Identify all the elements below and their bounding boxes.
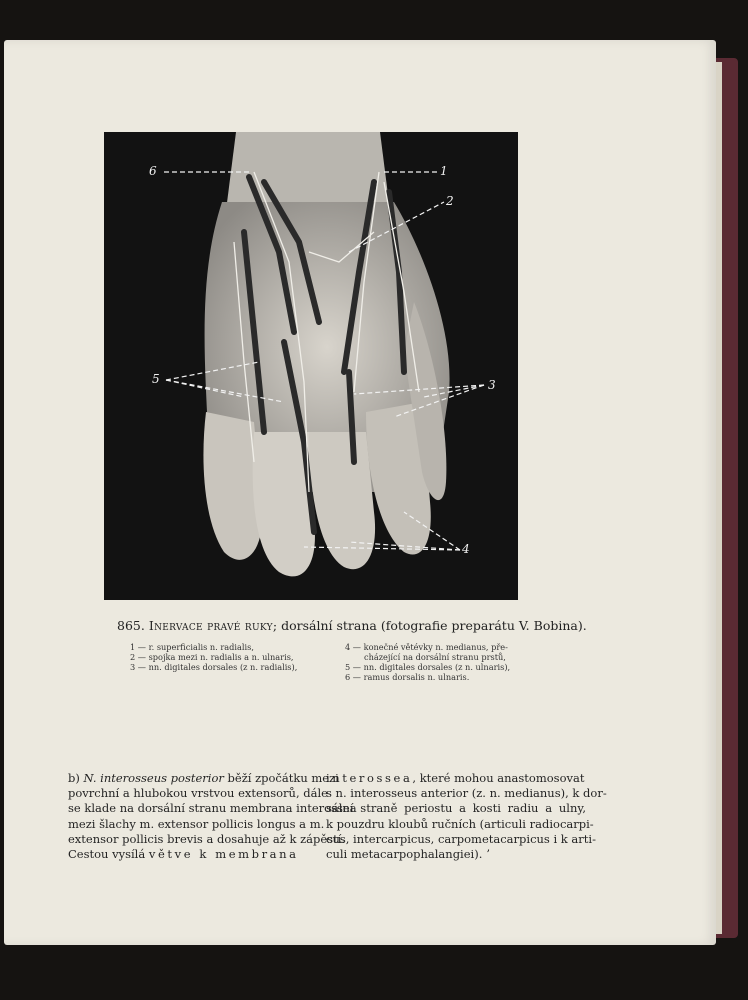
figure-label-3: 3 [488,378,496,392]
text-line: cus, intercarpicus, carpometacarpicus i k arti- [326,831,596,846]
figure-caption [117,618,587,633]
legend-right [345,642,510,682]
legend-left [130,642,297,672]
figure-label-1: 1 [440,164,448,178]
text-line: se klade na dorsální stranu membrana interossea [68,801,357,816]
text-line: b) N. interosseus posterior běží zpočátku mezi [68,771,339,785]
text-line: extensor pollicis brevis a dosahuje až k zápěstí. [68,831,346,846]
legend-item: 4 — konečné větévky n. medianus, pře- [345,642,508,652]
text-column-right [326,771,607,862]
nerve-term: N. interosseus posterior [83,771,224,785]
text-line: sální straně periostu a kosti radiu a ulny, [326,801,586,816]
figure-label-6: 6 [149,164,157,178]
figure-subtitle: ; dorsální strana (fotografie preparátu V. Bobina). [272,618,587,633]
legend-item: 2 — spojka mezi n. radialis a n. ulnaris, [130,652,294,662]
figure-label-2: 2 [446,194,454,208]
text-line: Cestou vysílá větve k membrana [68,847,299,862]
text-line: k pouzdru kloubů ručních (articuli radiocarpi- [326,816,594,831]
hand-dissection-photo [104,132,518,600]
figure-title: Inervace pravé ruky [148,618,273,633]
hand-illustration [104,132,518,600]
text-line: interossea, které mohou anastomosovat [326,771,585,785]
legend-item: cházející na dorsální stranu prstů, [364,652,506,662]
text-line: povrchní a hlubokou vrstvou extensorů, dále [68,786,328,801]
text-line: culi metacarpophalangiei). ʼ [326,847,490,862]
text-column-left [68,771,357,862]
legend-item: 6 — ramus dorsalis n. ulnaris. [345,672,470,682]
figure-label-5: 5 [152,372,160,386]
legend-item: 5 — nn. digitales dorsales (z n. ulnaris), [345,662,511,672]
figure-number: 865. [117,618,145,633]
legend-item: 3 — nn. digitales dorsales (z n. radialis), [130,662,298,672]
text-line: mezi šlachy m. extensor pollicis longus a m. [68,816,325,831]
legend-item: 1 — r. superficialis n. radialis, [130,642,254,652]
figure-label-4: 4 [462,542,470,556]
text-line: s n. interosseus anterior (z. n. medianus), k dor- [326,786,607,801]
